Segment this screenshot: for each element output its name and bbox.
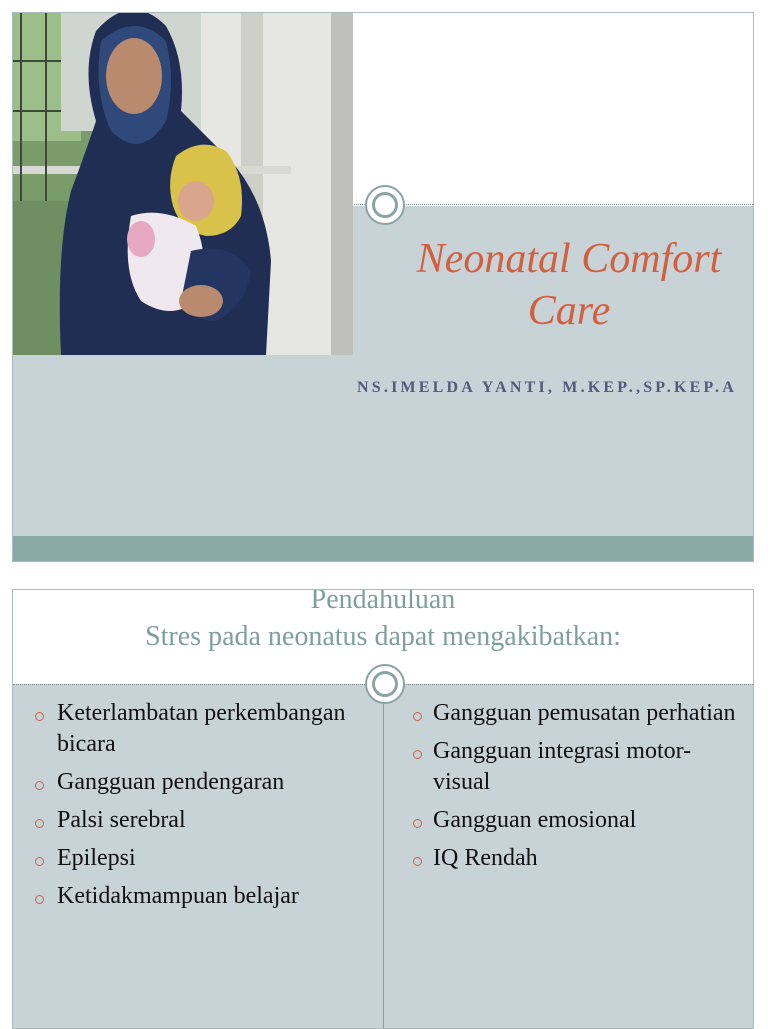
bullet-circle-icon (413, 857, 422, 866)
bullet-circle-icon (35, 819, 44, 828)
column-divider (383, 684, 384, 1029)
list-item: Ketidakmampuan belajar (25, 881, 377, 912)
list-item: Gangguan pendengaran (25, 767, 377, 798)
bullet-circle-icon (35, 781, 44, 790)
list-item: Epilepsi (25, 843, 377, 874)
list-item: Gangguan pemusatan perhatian (403, 698, 743, 729)
list-item: Gangguan emosional (403, 805, 743, 836)
bullet-circle-icon (413, 712, 422, 721)
list-item: Gangguan integrasi motor-visual (403, 736, 743, 798)
slide-title: Neonatal Comfort Care (416, 236, 722, 334)
slide-footer-bar (13, 536, 753, 562)
author-name: NS.IMELDA YANTI, M.KEP.,SP.KEP.A (357, 379, 737, 396)
bullet-circle-icon (413, 750, 422, 759)
list-item: Palsi serebral (25, 805, 377, 836)
slide-title: Pendahuluan (310, 589, 456, 615)
title-slide (12, 12, 754, 562)
list-item: IQ Rendah (403, 843, 743, 874)
photo-mother-and-baby (12, 12, 353, 355)
ring-ornament-icon (365, 185, 405, 225)
bullet-list-left (25, 698, 377, 919)
bullet-circle-icon (35, 895, 44, 904)
bullet-circle-icon (35, 712, 44, 721)
content-slide (12, 589, 754, 1029)
slide-subtitle: Stres pada neonatus dapat mengakibatkan: (145, 621, 621, 652)
bullet-circle-icon (413, 819, 422, 828)
bullet-circle-icon (35, 857, 44, 866)
bullet-list-right (403, 698, 743, 881)
list-item: Keterlambatan perkembangan bicara (25, 698, 377, 760)
